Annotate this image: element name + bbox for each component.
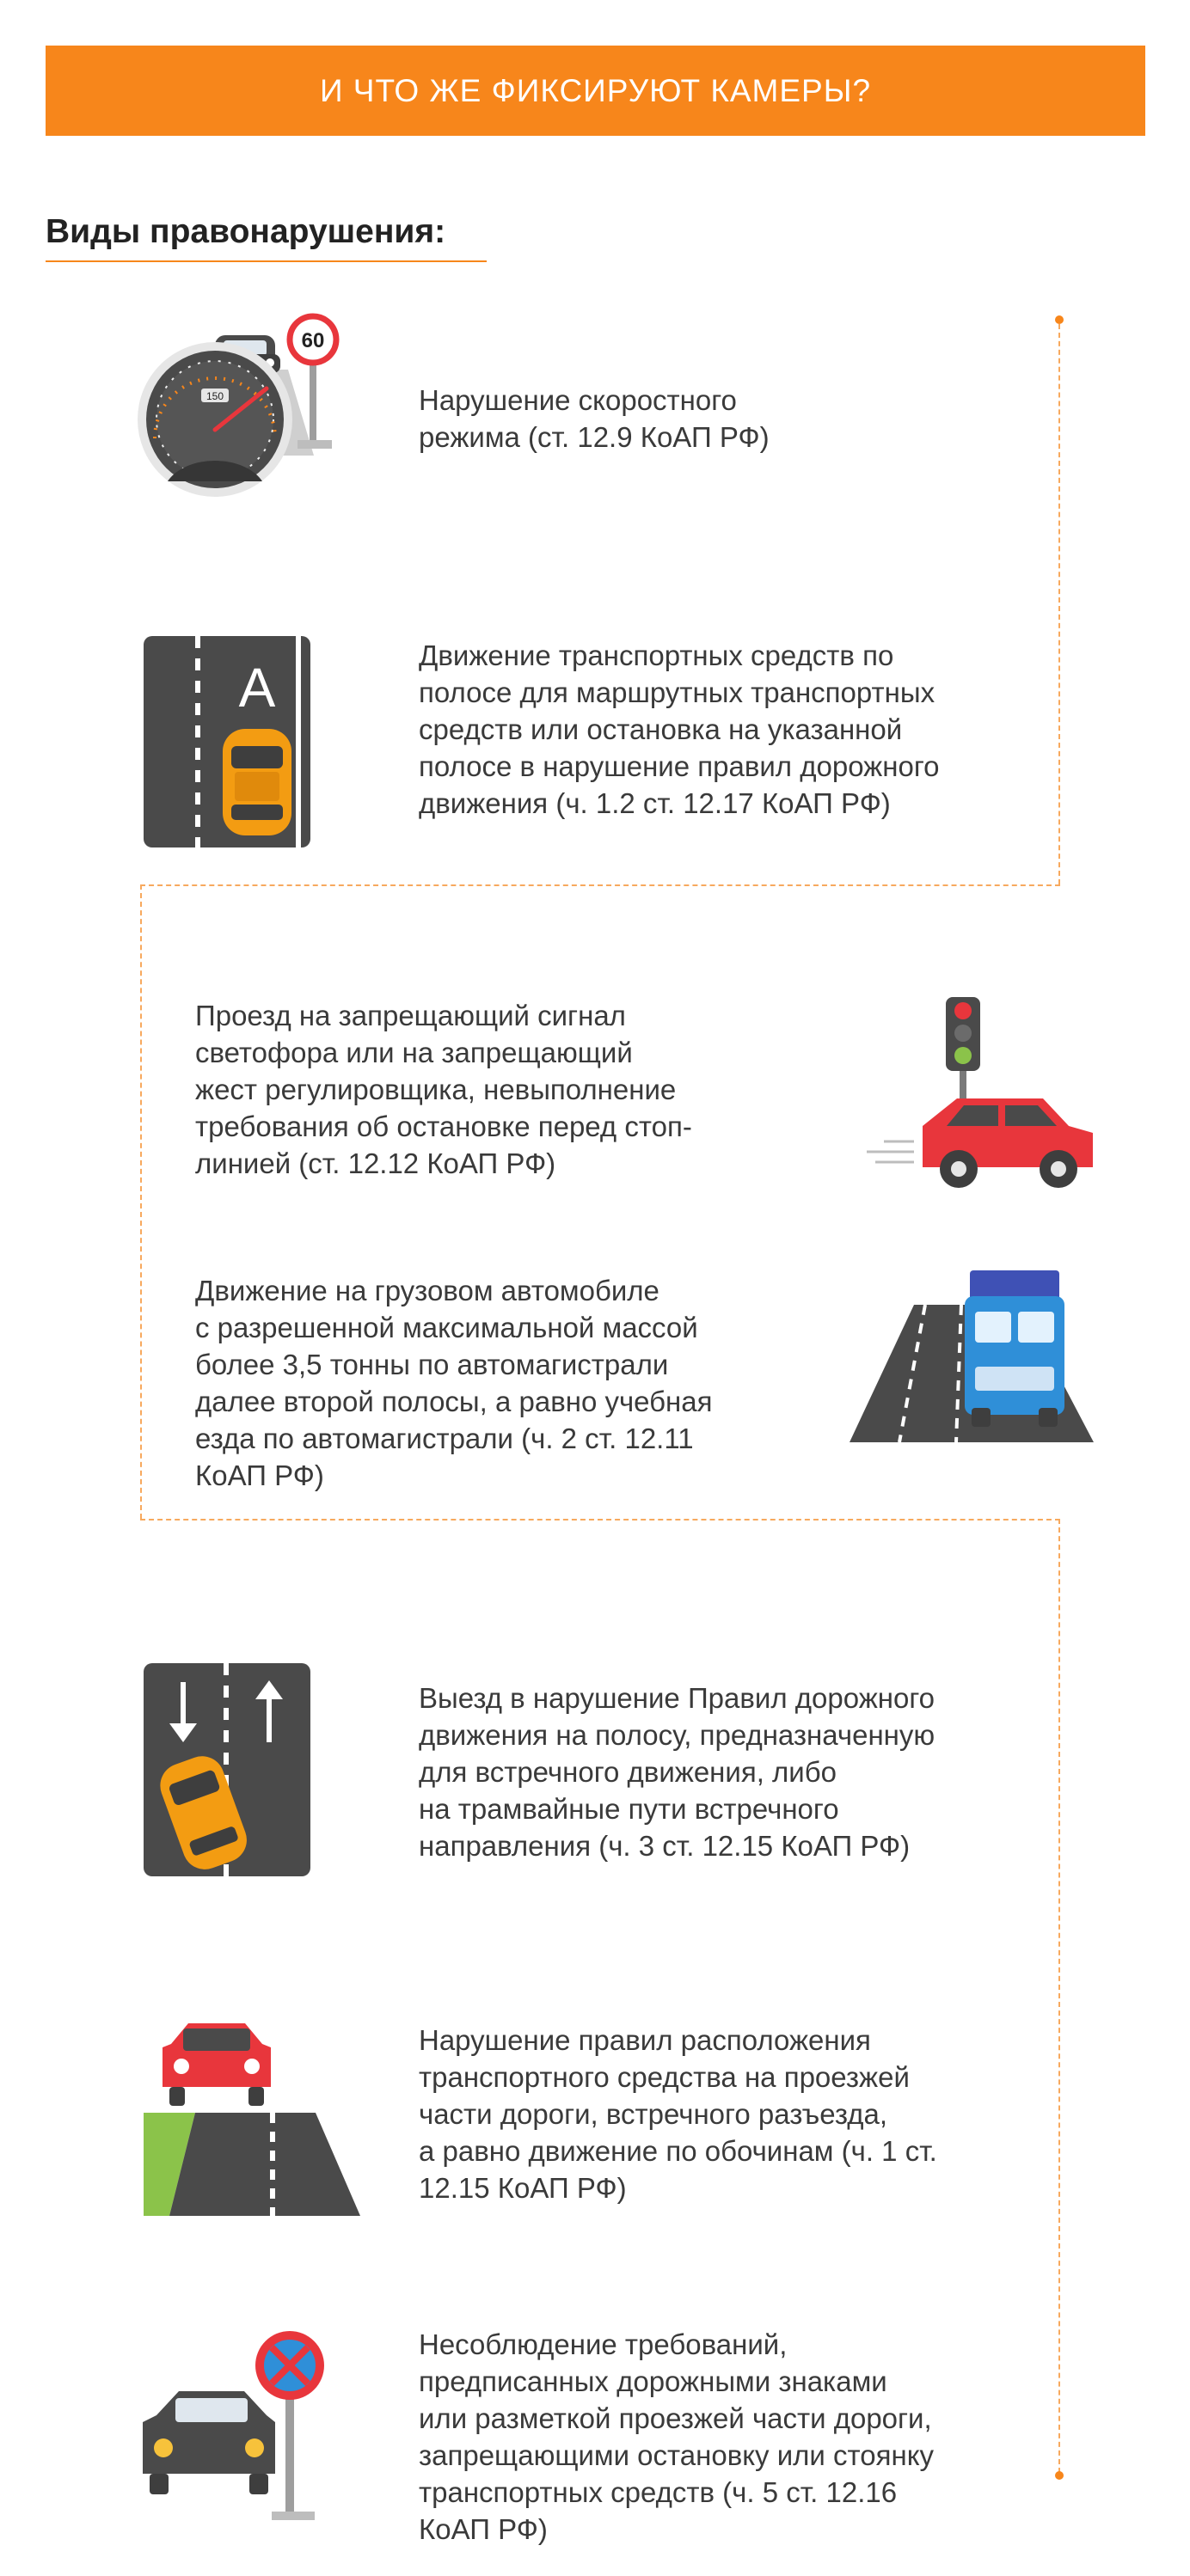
connector-line <box>140 884 142 1519</box>
connector-line <box>140 1519 1060 1521</box>
connector-line <box>140 884 1060 886</box>
page-banner <box>46 46 1145 136</box>
oncoming-lane-icon <box>144 1663 310 1876</box>
section-heading: Виды правонарушения: <box>46 213 446 250</box>
violation-text: Выезд в нарушение Правил дорожного движения на полосу, предназначенную для встречного движения, либо на трамвайные пути встречного направления (ч. 3 ст. 12.15 КоАП РФ) <box>419 1682 935 1862</box>
lane-letter: А <box>238 657 276 719</box>
connector-dot-bottom <box>1055 2471 1064 2480</box>
violation-text: Движение транспортных средств по полосе для маршрутных транспортных средств или остановка на указанной полосе в нарушение правил дорожного движения (ч. 1.2 ст. 12.17 КоАП РФ) <box>419 639 940 819</box>
bus-lane-icon <box>144 636 310 847</box>
heading-underline <box>46 260 487 262</box>
connector-line <box>1058 1519 1060 2473</box>
speed-sign-label: 60 <box>301 329 325 352</box>
connector-dot-top <box>1055 315 1064 324</box>
gauge-label: 150 <box>205 390 224 402</box>
violation-text: Нарушение скоростного режима (ст. 12.9 КоАП РФ) <box>419 384 770 453</box>
violation-text: Несоблюдение требований, предписанных дорожными знаками или разметкой проезжей части дороги, запрещающими остановку или стоянку транспортных средств (ч. 5 ст. 12.16 КоАП РФ) <box>419 2328 935 2545</box>
banner-title: И ЧТО ЖЕ ФИКСИРУЮТ КАМЕРЫ? <box>319 72 872 108</box>
road-shoulder-icon <box>144 2018 360 2216</box>
violation-text: Проезд на запрещающий сигнал светофора или на запрещающий жест регулировщика, невыполнение требования об остановке перед стоп- линией (ст. 12.12 КоАП РФ) <box>195 1000 692 1179</box>
violation-text: Движение на грузовом автомобиле с разрешенной максимальной массой более 3,5 тонны по автомагистрали далее второй полосы, а равно учебная езда по автомагистрали (ч. 2 ст. 12.11 КоАП РФ) <box>195 1275 713 1491</box>
no-stopping-sign-icon <box>138 2321 335 2527</box>
connector-line <box>1058 324 1060 884</box>
violation-text: Нарушение правил расположения транспортного средства на проезжей части дороги, встречного разъезда, а равно движение по обочинам (ч. 1 ст. 12.15 КоАП РФ) <box>419 2024 937 2204</box>
speedometer-car-icon <box>129 309 344 499</box>
traffic-light-car-icon <box>862 997 1101 1191</box>
truck-highway-icon <box>850 1270 1094 1451</box>
